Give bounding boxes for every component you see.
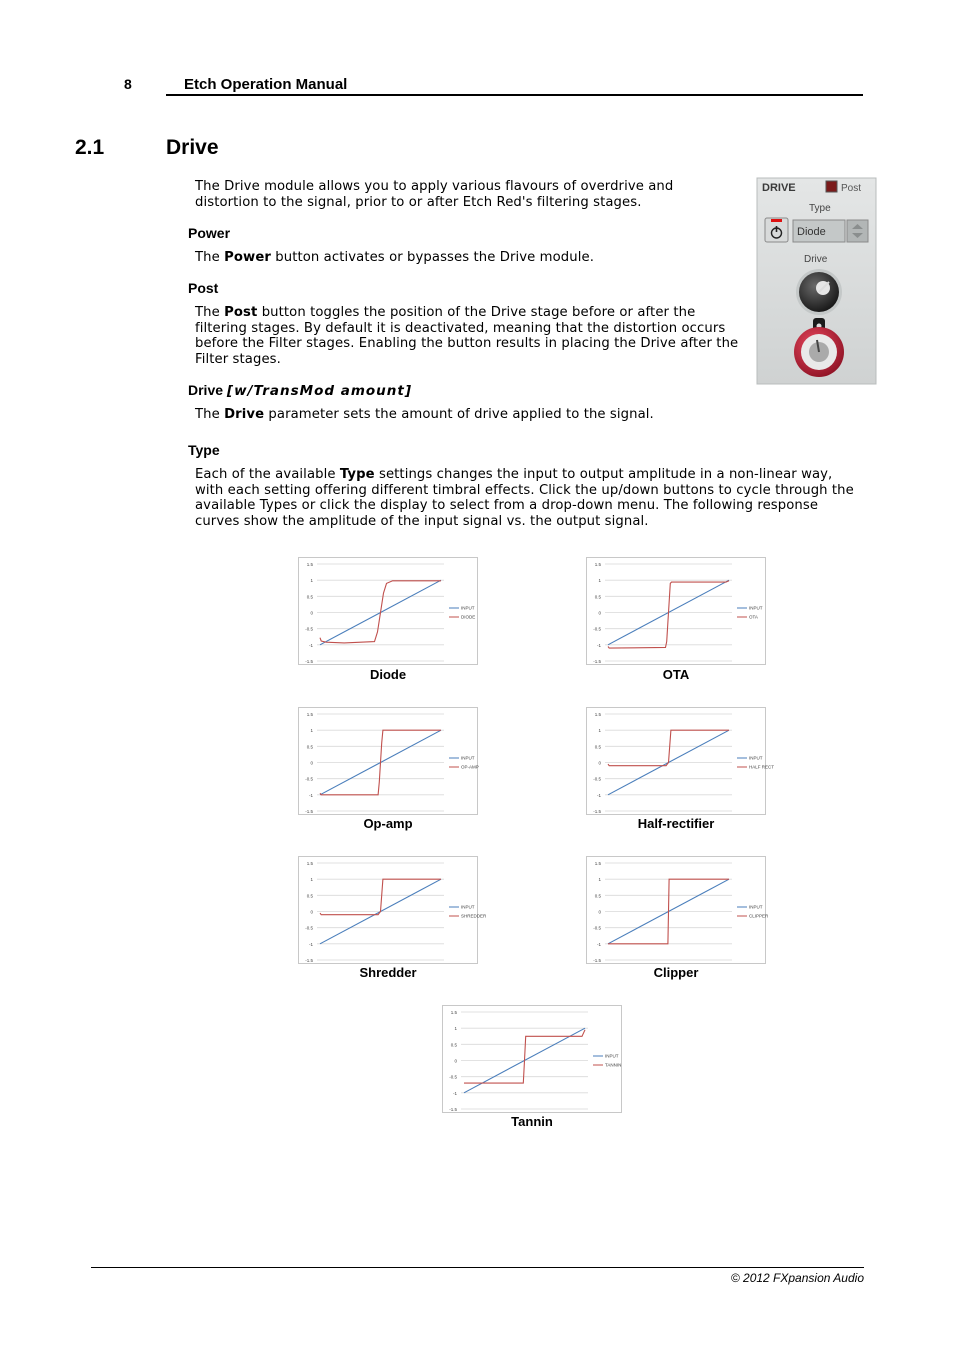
type-line4: curves show the amplitude of the input signal vs. the output signal. (195, 514, 649, 530)
legend-label: HALF RECT (749, 764, 775, 770)
y-tick-label: 1 (598, 578, 601, 584)
power-pre: The (195, 250, 225, 265)
y-tick-label: -0.5 (593, 776, 601, 782)
series-line-shredder (320, 879, 441, 915)
y-tick-label: 0 (454, 1058, 457, 1064)
chart-ota-plot (587, 558, 767, 666)
chart-diode (298, 557, 478, 665)
y-tick-label: 1.5 (594, 861, 601, 866)
post-toggle[interactable] (826, 181, 837, 192)
chart-shredder-plot (299, 857, 487, 965)
chart-ota (586, 557, 766, 665)
post-pre: The (195, 305, 225, 320)
legend-label: OP-AMP (461, 764, 479, 770)
y-tick-label: 0.5 (306, 893, 313, 899)
power-button[interactable] (765, 218, 788, 242)
drive-pre: The (195, 407, 225, 422)
drive-heading (188, 382, 412, 399)
drive-heading-text: Drive (188, 382, 224, 398)
chart-caption: Clipper (653, 965, 699, 980)
page-number: 8 (124, 76, 132, 92)
y-tick-label: 0 (310, 909, 313, 915)
y-tick-label: -1 (452, 1090, 457, 1096)
y-tick-label: -0.5 (305, 776, 313, 782)
y-tick-label: 0 (598, 760, 601, 766)
chart-op-amp (298, 707, 478, 815)
post-heading: Post (188, 280, 219, 296)
chart-caption: Shredder (359, 965, 417, 980)
chart-caption: Op-amp (363, 816, 413, 831)
legend-label: TANNIN (605, 1062, 622, 1068)
post-line4: Filter stages. (195, 352, 281, 368)
y-tick-label: 1.5 (306, 712, 313, 717)
y-tick-label: -1.5 (593, 809, 601, 814)
chart-shredder (298, 856, 487, 964)
post-bold: Post (224, 305, 258, 320)
post-label: Post (841, 183, 862, 194)
y-tick-label: 1 (310, 877, 313, 883)
chart-half-rectifier-plot (587, 708, 775, 816)
section-number: 2.1 (75, 136, 105, 159)
y-tick-label: -1 (596, 792, 601, 798)
y-tick-label: 1.5 (306, 562, 313, 567)
type-bold: Type (339, 467, 375, 482)
chart-caption: Diode (369, 667, 407, 682)
series-line-half-rect (608, 730, 729, 766)
y-tick-label: 0.5 (450, 1042, 457, 1048)
y-tick-label: 1.5 (594, 712, 601, 717)
power-paragraph (195, 250, 594, 266)
y-tick-label: -1.5 (593, 659, 601, 664)
legend-label: INPUT (461, 605, 475, 611)
chart-op-amp-plot (299, 708, 479, 816)
y-tick-label: -0.5 (305, 626, 313, 632)
series-line-ota (608, 581, 729, 648)
drive-module-image (757, 178, 876, 384)
legend-label: INPUT (461, 904, 475, 910)
y-tick-label: 1 (598, 877, 601, 883)
y-tick-label: -0.5 (593, 925, 601, 931)
y-tick-label: 0.5 (594, 893, 601, 899)
y-tick-label: -1.5 (449, 1107, 457, 1112)
y-tick-label: 1 (454, 1026, 457, 1032)
y-tick-label: 1 (598, 728, 601, 734)
header-rule (166, 94, 863, 96)
legend-label: OTA (749, 614, 758, 620)
chart-half-rectifier (586, 707, 775, 815)
drive-bold: Drive (224, 407, 265, 422)
footer-copyright: © 2012 FXpansion Audio (730, 1271, 864, 1285)
y-tick-label: 1 (310, 578, 313, 584)
y-tick-label: -1.5 (305, 958, 313, 963)
chart-clipper (586, 856, 769, 964)
legend-label: INPUT (749, 904, 763, 910)
drive-post: parameter sets the amount of drive applied to the signal. (264, 407, 654, 422)
type-updown-button[interactable] (847, 220, 868, 242)
y-tick-label: 0 (598, 909, 601, 915)
chart-caption: Half-rectifier (637, 816, 715, 831)
y-tick-label: 0.5 (594, 594, 601, 600)
footer-rule (91, 1267, 864, 1268)
type-line3: available Types or click the display to select from a drop-down menu. The following response (195, 498, 819, 514)
type-line2: with each setting offering different timbral effects. Click the up/down buttons to cycle through the (195, 482, 854, 498)
section-title: Drive (166, 136, 219, 159)
type-pre: Each of the available (195, 467, 340, 482)
y-tick-label: 1.5 (450, 1010, 457, 1015)
manual-title: Etch Operation Manual (184, 76, 348, 93)
chart-tannin-plot (443, 1006, 623, 1114)
chart-caption: OTA (662, 667, 690, 682)
y-tick-label: 1.5 (594, 562, 601, 567)
type-value: Diode (797, 226, 826, 238)
y-tick-label: -0.5 (305, 925, 313, 931)
post-paragraph (195, 305, 738, 368)
type-paragraph (195, 467, 854, 530)
legend-label: INPUT (749, 605, 763, 611)
y-tick-label: -1 (308, 792, 313, 798)
y-tick-label: 0 (598, 610, 601, 616)
y-tick-label: -1 (308, 941, 313, 947)
legend-label: INPUT (749, 755, 763, 761)
power-heading: Power (188, 225, 231, 241)
y-tick-label: 0 (310, 610, 313, 616)
y-tick-label: 0.5 (306, 744, 313, 750)
y-tick-label: -1 (596, 941, 601, 947)
plugin-title: DRIVE (762, 182, 796, 194)
chart-caption: Tannin (511, 1114, 553, 1129)
chart-tannin (442, 1005, 622, 1113)
drive-label: Drive (804, 254, 828, 265)
drive-heading-suffix: [w/TransMod amount] (226, 383, 413, 399)
chart-clipper-plot (587, 857, 767, 965)
y-tick-label: -0.5 (449, 1074, 457, 1080)
y-tick-label: -1.5 (305, 659, 313, 664)
y-tick-label: 0.5 (306, 594, 313, 600)
y-tick-label: 0 (310, 760, 313, 766)
type-heading: Type (188, 442, 220, 458)
y-tick-label: 1 (310, 728, 313, 734)
y-tick-label: -1.5 (305, 809, 313, 814)
y-tick-label: 1.5 (306, 861, 313, 866)
type-label: Type (809, 203, 831, 214)
intro-paragraph: The Drive module allows you to apply various flavours of overdrive and distortion to the signal, prior to or after Etch Red's filtering stages. (195, 179, 674, 210)
post-line2: filtering stages. By default it is deactivated, meaning that the distortion occurs (195, 320, 726, 336)
legend-label: DIODE (461, 614, 476, 620)
legend-label: CLIPPER (749, 913, 769, 919)
legend-label: SHREDDER (461, 913, 487, 919)
legend-label: INPUT (461, 755, 475, 761)
y-tick-label: -1 (596, 642, 601, 648)
drive-paragraph (195, 407, 654, 423)
y-tick-label: -1.5 (593, 958, 601, 963)
post-line3: before the Filter stages. Enabling the button results in placing the Drive after the (195, 336, 739, 352)
drive-knob[interactable] (796, 269, 842, 315)
y-tick-label: 0.5 (594, 744, 601, 750)
y-tick-label: -1 (308, 642, 313, 648)
power-post: button activates or bypasses the Drive module. (270, 250, 594, 265)
chart-diode-plot (299, 558, 479, 666)
y-tick-label: -0.5 (593, 626, 601, 632)
type-line1: settings changes the input to output amplitude in a non-linear way, (374, 467, 833, 482)
post-line1: button toggles the position of the Drive stage before or after the (257, 305, 696, 320)
legend-label: INPUT (605, 1053, 619, 1059)
power-bold: Power (224, 250, 271, 265)
